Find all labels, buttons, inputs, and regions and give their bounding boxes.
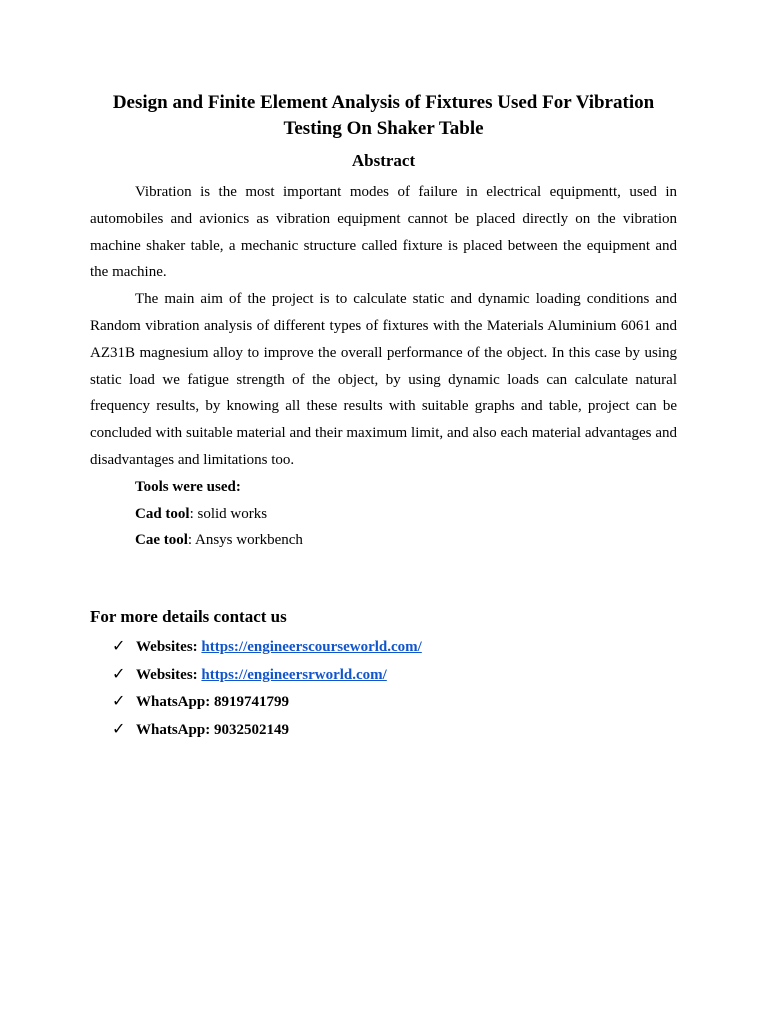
contact-label: Websites:	[136, 639, 202, 656]
contact-label: WhatsApp:	[136, 694, 214, 711]
abstract-paragraph-1: Vibration is the most important modes of failure in electrical equipmentt, used in automobiles and avionics as vibration equipment cannot be placed directly on the vibration machine shaker table, a mechanic structure called fixture is placed between the equipment and the machine.	[90, 184, 677, 281]
website-link[interactable]: https://engineersrworld.com/	[201, 666, 387, 683]
cae-tool-value: : Ansys workbench	[187, 532, 303, 549]
checkmark-icon: ✓	[112, 718, 126, 738]
contact-item-website-1	[112, 633, 677, 661]
cad-tool-line	[135, 501, 677, 528]
contact-list	[90, 633, 677, 743]
whatsapp-number: 9032502149	[213, 721, 289, 738]
tools-heading: Tools were used:	[135, 478, 241, 495]
contact-label: Websites:	[136, 666, 202, 683]
cad-tool-label: Cad tool	[135, 505, 190, 522]
website-link[interactable]: https://engineerscourseworld.com/	[201, 639, 422, 656]
cae-tool-label: Cae tool	[135, 532, 188, 549]
cad-tool-value: : solid works	[189, 505, 268, 522]
checkmark-icon: ✓	[112, 636, 126, 656]
contact-heading: For more details contact us	[90, 607, 287, 627]
cae-tool-line	[135, 527, 677, 554]
abstract-heading: Abstract	[351, 151, 416, 170]
contact-item-whatsapp-2	[112, 716, 677, 744]
abstract-paragraph-2: The main aim of the project is to calculate static and dynamic loading conditions and Random vibration analysis of different types of fixtures with the Materials Aluminium 6061 and AZ31B magnesium alloy to improve the overall performance of the object. In this case by using static load we fatigue strength of the object, by using dynamic loads can calculate natural frequency results, by knowing all these results with suitable graphs and table, project can be concluded with suitable material and their maximum limit, and also each material advantages and disadvantages and limitations too.	[90, 291, 677, 468]
document-content	[90, 90, 677, 744]
tools-section	[90, 474, 677, 554]
document-title: Design and Finite Element Analysis of Fixtures Used For Vibration Testing On Shaker Table	[112, 92, 655, 139]
contact-label: WhatsApp:	[136, 721, 214, 738]
checkmark-icon: ✓	[112, 663, 126, 683]
contact-item-website-2	[112, 661, 677, 689]
whatsapp-number: 8919741799	[213, 694, 289, 711]
checkmark-icon: ✓	[112, 691, 126, 711]
contact-item-whatsapp-1	[112, 688, 677, 716]
